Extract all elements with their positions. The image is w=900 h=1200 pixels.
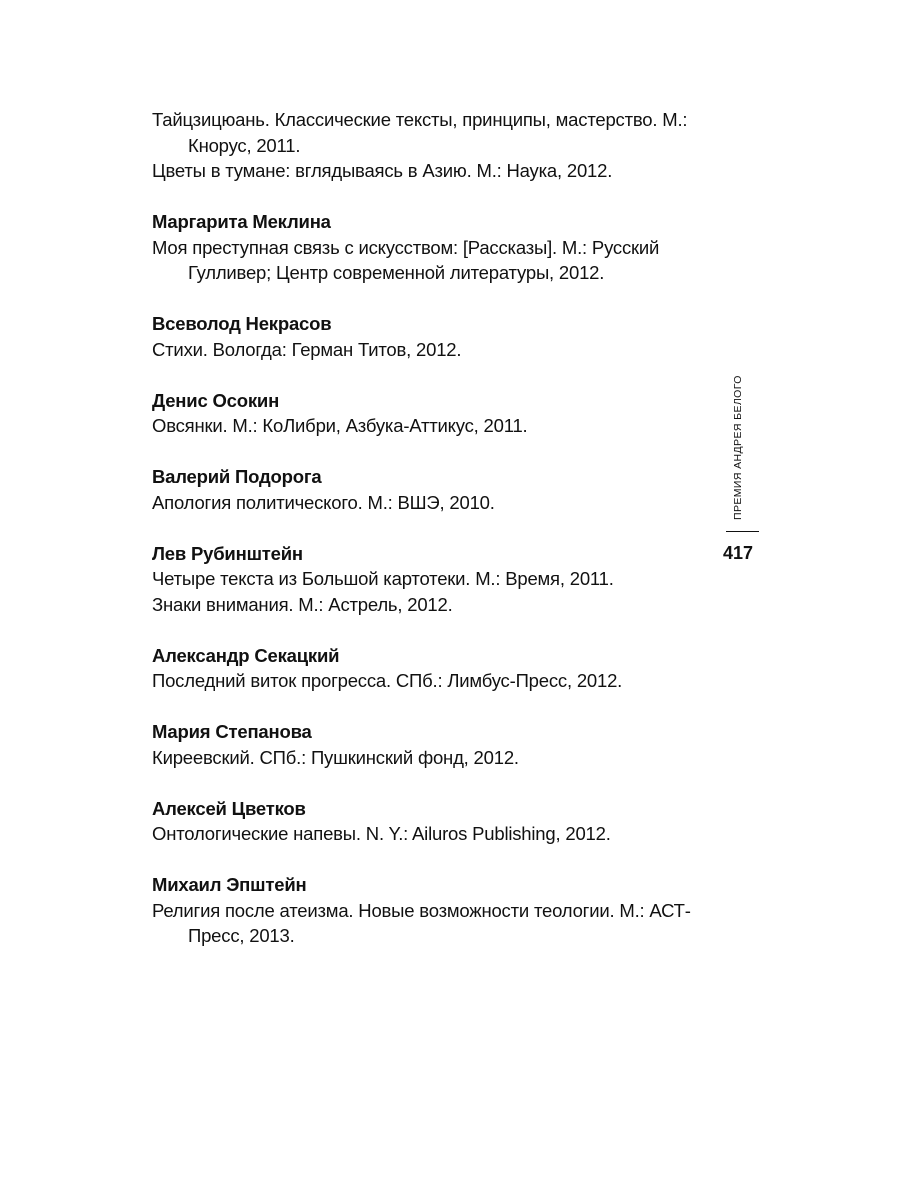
work-item: Онтологические напевы. N. Y.: Ailuros Publishing, 2012.: [152, 823, 611, 844]
work-item: Знаки внимания. М.: Астрель, 2012.: [152, 593, 453, 615]
page-margin-sidebar: [722, 375, 762, 570]
bibliography-entry: [152, 388, 712, 439]
bibliography-entry: [152, 719, 712, 770]
work-item: Стихи. Вологда: Герман Титов, 2012.: [152, 338, 462, 360]
bibliography-entry-continued: [152, 107, 712, 184]
bibliography-entry: [152, 872, 712, 949]
divider-rule: [726, 531, 759, 532]
work-item: Религия после атеизма. Новые возможности теологии. М.: АСТ-Пресс, 2013.: [152, 899, 691, 946]
bibliography-entry: [152, 643, 712, 694]
author-name: Всеволод Некрасов: [152, 313, 332, 334]
page-number: 417: [723, 543, 754, 563]
author-name: Мария Степанова: [152, 721, 312, 742]
work-item: Последний виток прогресса. СПб.: Лимбус-Пресс, 2012.: [152, 670, 623, 691]
work-item: Овсянки. М.: КоЛибри, Азбука-Аттикус, 2011.: [152, 415, 528, 436]
work-item: Тайцзицюань. Классические тексты, принципы, мастерство. М.: Кнорус, 2011.: [152, 109, 688, 156]
work-item: Цветы в тумане: вглядываясь в Азию. М.: Наука, 2012.: [152, 160, 613, 181]
author-name: Александр Секацкий: [152, 644, 340, 666]
bibliography-entry: [152, 541, 712, 618]
work-item: Апология политического. М.: ВШЭ, 2010.: [152, 491, 495, 513]
author-name: Валерий Подорога: [152, 466, 322, 487]
work-item: Моя преступная связь с искусством: [Рассказы]. М.: Русский Гулливер; Центр современной литературы, 2012.: [152, 236, 660, 283]
work-item: Киреевский. СПб.: Пушкинский фонд, 2012.: [152, 746, 519, 768]
bibliography-entry: [152, 311, 712, 362]
bibliography-entry: [152, 796, 712, 847]
work-item: Четыре текста из Большой картотеки. М.: Время, 2011.: [152, 568, 614, 589]
bibliography-entry: [152, 209, 712, 286]
author-name: Алексей Цветков: [152, 797, 306, 819]
author-name: Денис Осокин: [152, 389, 280, 411]
author-name: Лев Рубинштейн: [152, 542, 303, 564]
author-name: Маргарита Меклина: [152, 211, 331, 232]
running-head: ПРЕМИЯ АНДРЕЯ БЕЛОГО: [732, 375, 744, 520]
author-name: Михаил Эпштейн: [152, 874, 307, 895]
bibliography-entry: [152, 464, 712, 515]
bibliography-list: [152, 107, 712, 974]
